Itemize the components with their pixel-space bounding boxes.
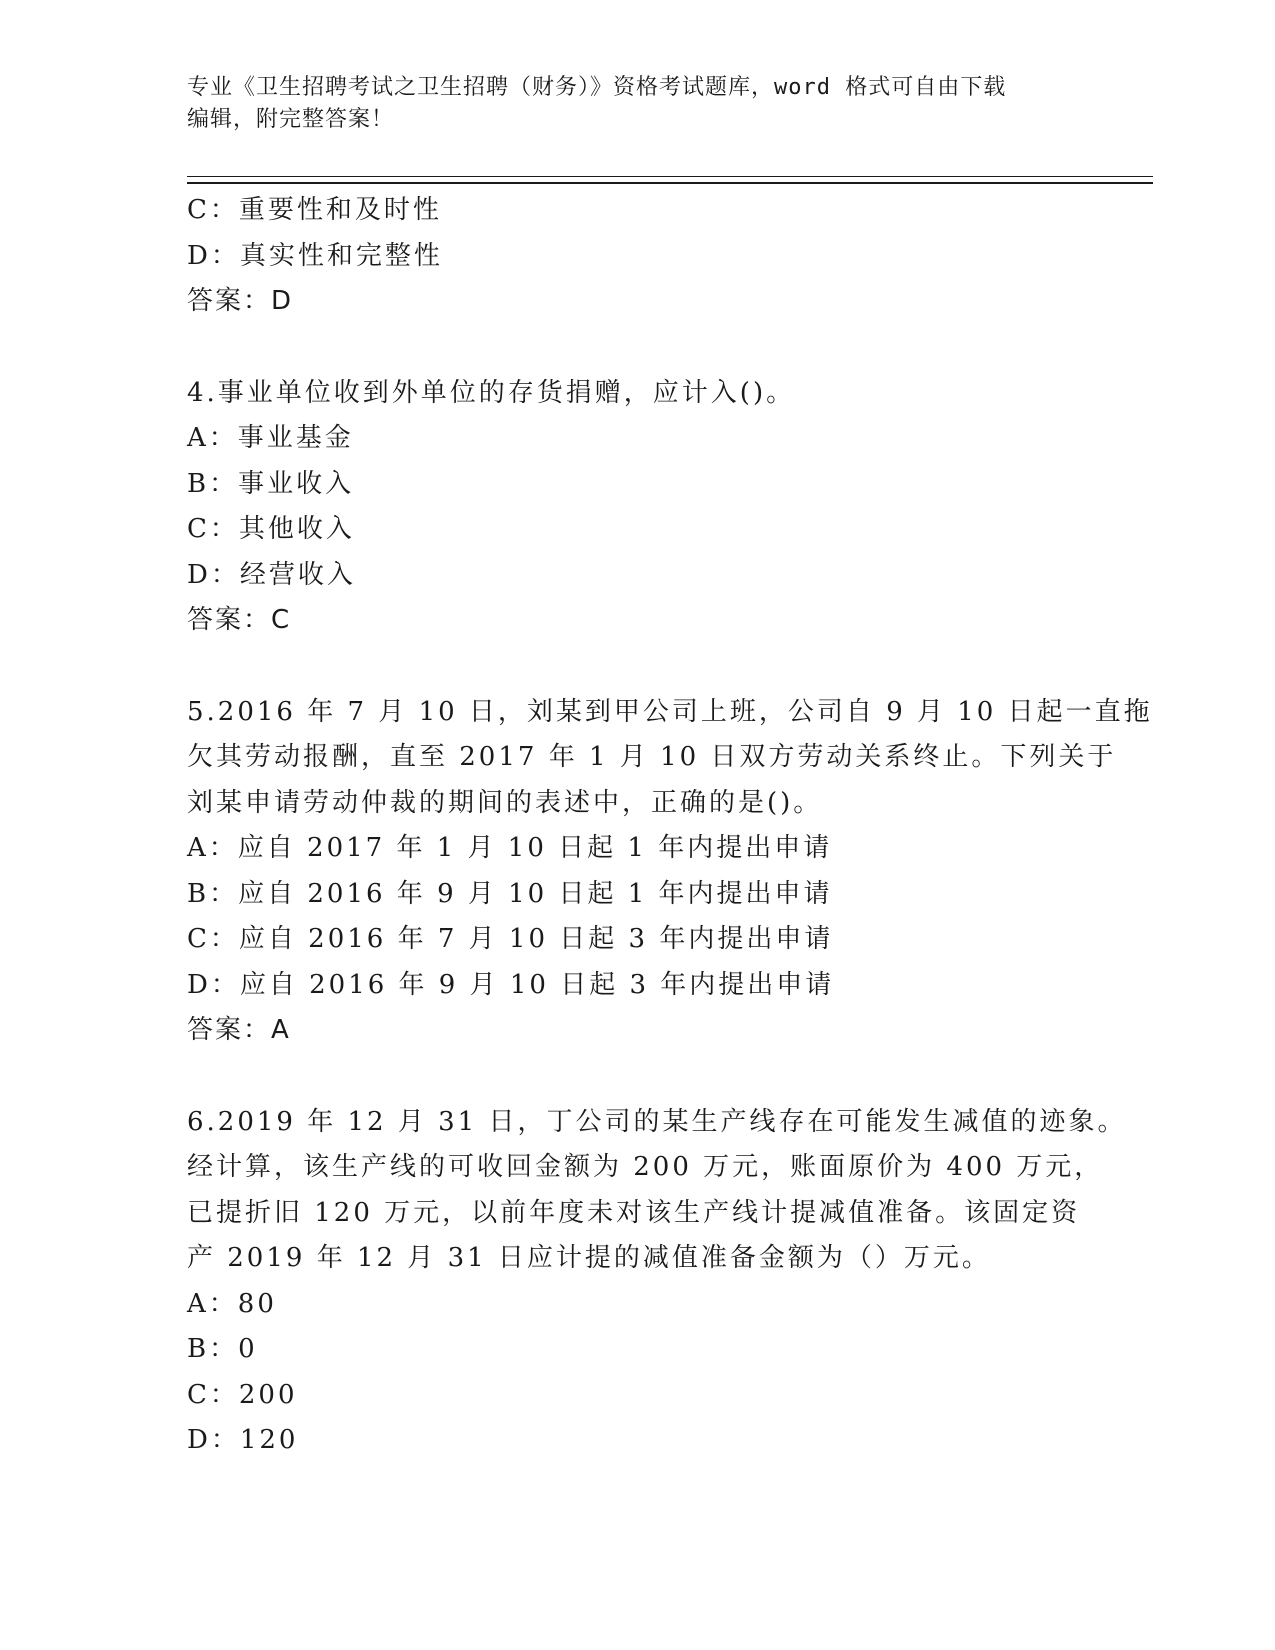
q4-stem: 4.事业单位收到外单位的存货捐赠，应计入()。	[187, 377, 796, 408]
q3-option-c: C：重要性和及时性	[187, 195, 442, 225]
q5-option-b: B：应自 2016 年 9 月 10 日起 1 年内提出申请	[187, 878, 833, 909]
q6-option-a: A：80	[187, 1288, 277, 1319]
q6-stem-line-4: 产 2019 年 12 月 31 日应计提的减值准备金额为（）万元。	[187, 1243, 991, 1273]
q4-option-c: C：其他收入	[187, 514, 355, 544]
spacer	[187, 1054, 1087, 1100]
header-line-2: 编辑，附完整答案！	[187, 107, 395, 132]
q6-option-b: B：0	[187, 1334, 258, 1364]
spacer	[187, 325, 1087, 371]
q5-stem-line-1: 5.2016 年 7 月 10 日，刘某到甲公司上班，公司自 9 月 10 日起一直拖	[187, 696, 1153, 727]
question-4	[187, 371, 1087, 644]
q4-option-a: A：事业基金	[187, 423, 354, 453]
q5-answer: 答案：A	[187, 1015, 291, 1045]
question-3	[187, 188, 1087, 325]
q4-option-d: D：经营收入	[187, 559, 356, 590]
header-divider-thin	[187, 176, 1153, 177]
q3-answer: 答案：D	[187, 286, 294, 316]
header-line-1: 专业《卫生招聘考试之卫生招聘（财务）》资格考试题库，word 格式可自由下载	[187, 75, 1007, 100]
question-6	[187, 1100, 1127, 1464]
header-divider-thick	[187, 182, 1153, 184]
q5-option-d: D：应自 2016 年 9 月 10 日起 3 年内提出申请	[187, 969, 835, 1000]
document-header	[187, 72, 1067, 136]
question-5	[187, 690, 1153, 1054]
q5-stem-line-2: 欠其劳动报酬，直至 2017 年 1 月 10 日双方劳动关系终止。下列关于	[187, 742, 1117, 772]
question-list	[187, 188, 1153, 1464]
q4-answer: 答案：C	[187, 605, 292, 635]
spacer	[187, 644, 1087, 690]
q6-stem-line-3: 已提折旧 120 万元，以前年度未对该生产线计提减值准备。该固定资	[187, 1197, 1081, 1228]
q6-stem-line-1: 6.2019 年 12 月 31 日，丁公司的某生产线存在可能发生减值的迹象。	[187, 1106, 1127, 1137]
q6-stem-line-2: 经计算，该生产线的可收回金额为 200 万元，账面原价为 400 万元，	[187, 1152, 1104, 1182]
q6-option-d: D：120	[187, 1425, 299, 1455]
q4-option-b: B：事业收入	[187, 468, 355, 499]
q5-stem-line-3: 刘某申请劳动仲裁的期间的表述中，正确的是()。	[187, 787, 823, 818]
q5-option-a: A：应自 2017 年 1 月 10 日起 1 年内提出申请	[187, 833, 833, 863]
q6-option-c: C：200	[187, 1379, 298, 1410]
q3-option-d: D：真实性和完整性	[187, 240, 443, 271]
q5-option-c: C：应自 2016 年 7 月 10 日起 3 年内提出申请	[187, 924, 834, 954]
